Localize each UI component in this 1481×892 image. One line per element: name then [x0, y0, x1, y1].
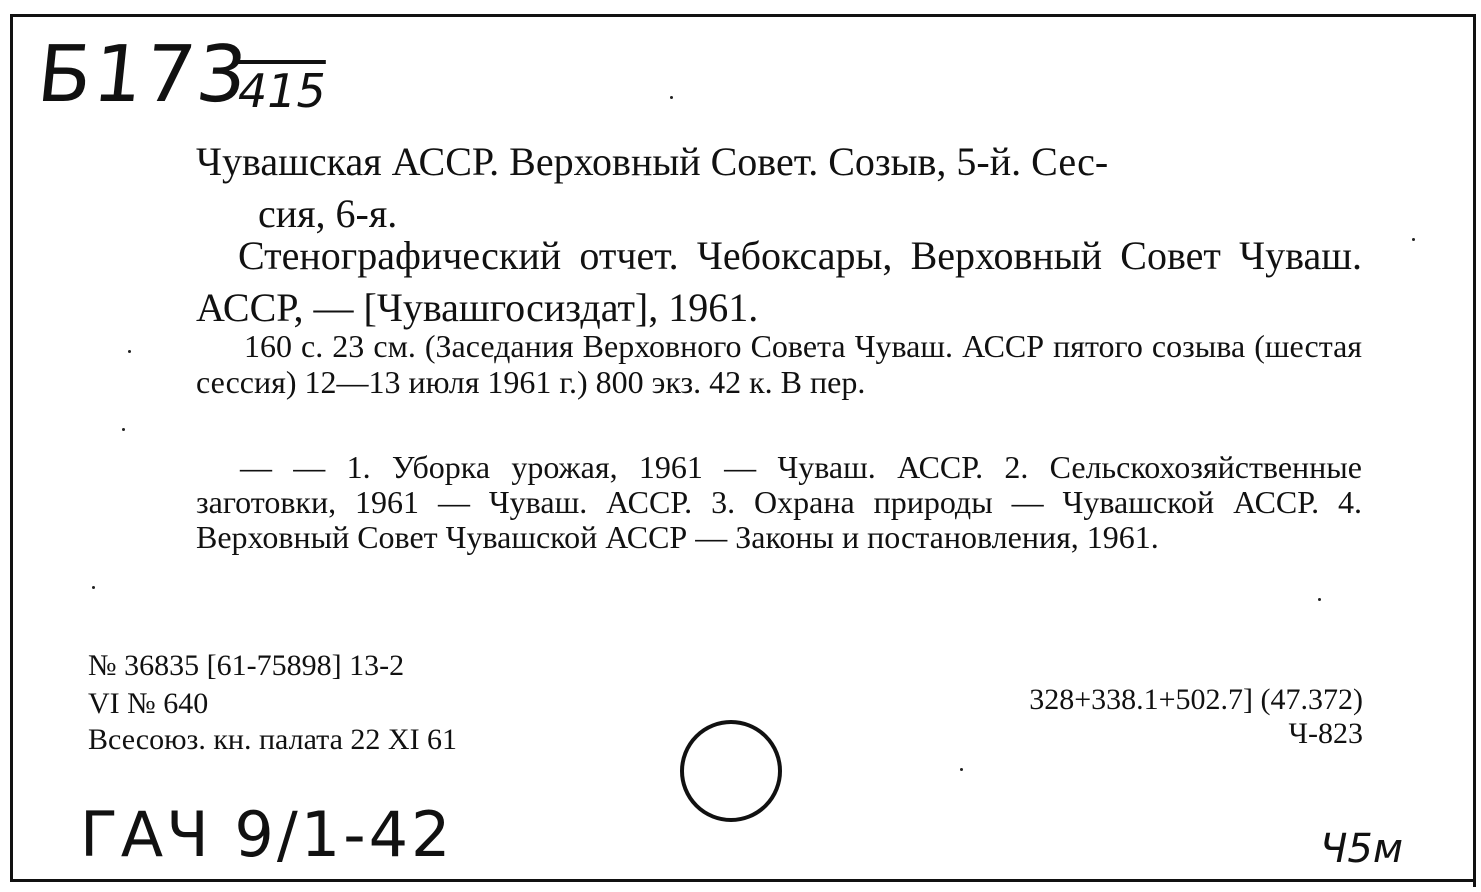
vi-number: VI № 640	[88, 687, 209, 720]
speck	[1318, 598, 1321, 601]
heading-line2: сия, 6-я.	[258, 191, 398, 236]
entry-subjects: — — 1. Уборка урожая, 1961 — Чуваш. АССР. 2. Сельскохозяйственные заготовки, 1961 — Чуваш. АССР. 3. Охрана природы — Чувашской АССР. 4. Верховный Совет Чувашской АССР — Законы и постановления, 1961.	[196, 449, 1362, 555]
speck	[670, 96, 673, 99]
speck	[92, 586, 95, 589]
heading-line1: Чувашская АССР. Верховный Совет. Созыв, 5-й. Сес-	[196, 139, 1109, 184]
entry-imprint: Стенографический отчет. Чебоксары, Верховный Совет Чуваш. АССР, — [Чувашгосиздат], 1961.	[196, 233, 1362, 330]
card-hole-circle	[680, 720, 782, 822]
shelfmark-sub: 415	[238, 64, 326, 118]
speck	[128, 350, 131, 353]
speck	[1412, 238, 1415, 241]
speck	[960, 768, 963, 771]
book-chamber-date: Всесоюз. кн. палата 22 XI 61	[88, 723, 458, 756]
classification-index: 328+338.1+502.7] (47.372)	[1029, 683, 1363, 716]
speck	[122, 428, 125, 431]
author-mark: Ч-823	[1288, 717, 1363, 750]
card-number: № 36835 [61-75898] 13-2	[88, 649, 405, 682]
shelfmark: Б173	[33, 30, 254, 120]
handwritten-note-right: Ч5м	[1320, 826, 1404, 872]
entry-collation: 160 с. 23 см. (Заседания Верховного Совета Чуваш. АССР пятого созыва (шестая сессия) 12—13 июля 1961 г.) 800 экз. 42 к. В пер.	[196, 328, 1362, 400]
handwritten-note-left: ГАЧ 9/1-42	[80, 798, 454, 871]
entry-heading	[196, 136, 1362, 240]
